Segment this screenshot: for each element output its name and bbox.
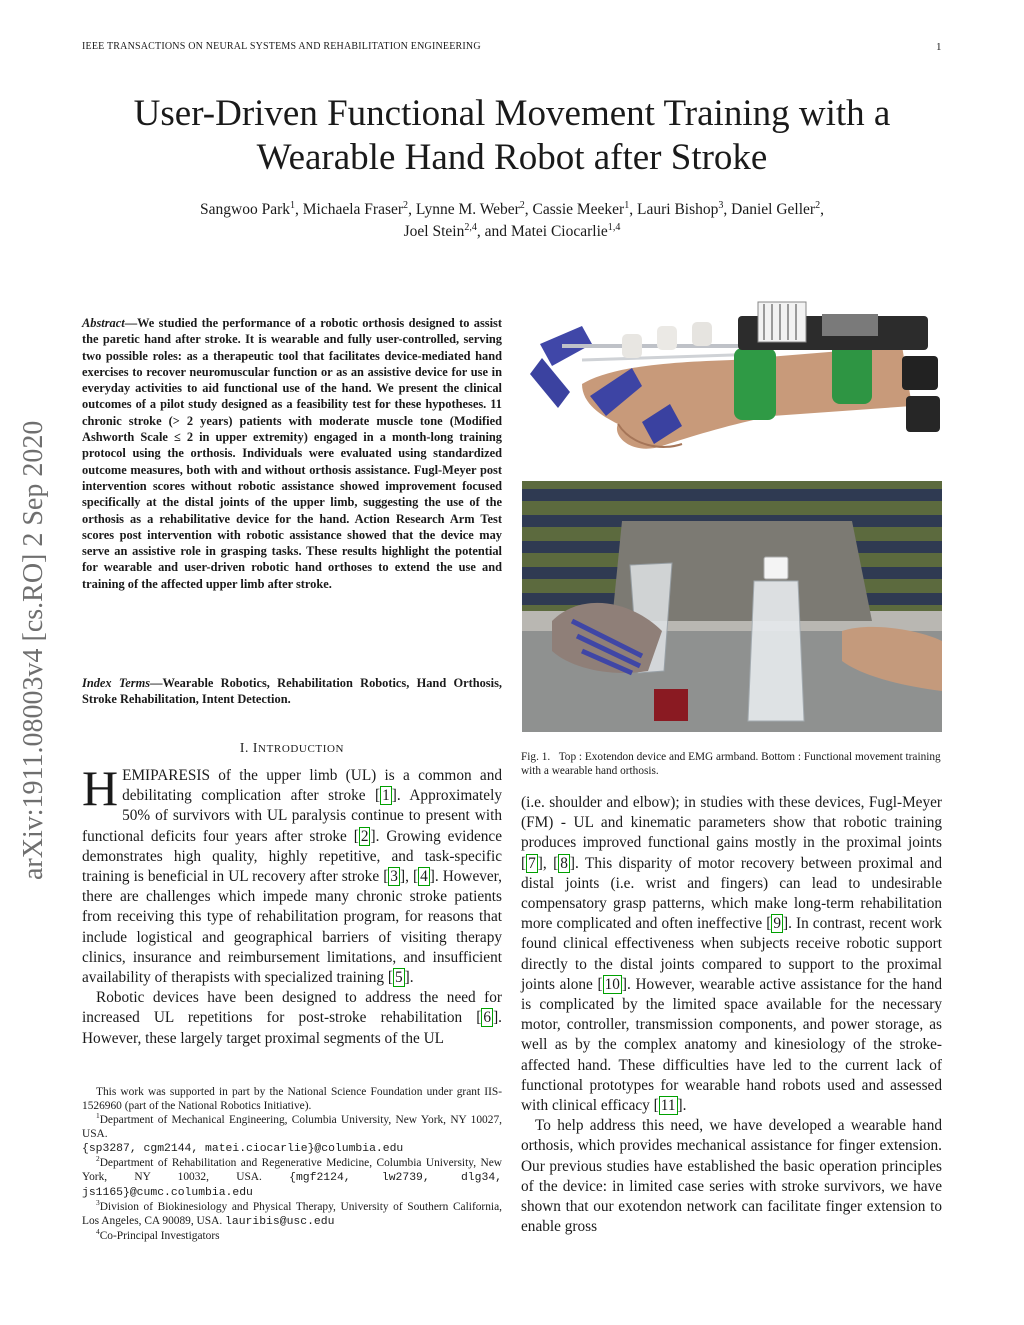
arxiv-stamp: arXiv:1911.08003v4 [cs.RO] 2 Sep 2020 xyxy=(18,420,49,880)
author-affiliation: 2,4 xyxy=(464,221,477,233)
citation-link[interactable]: 9 xyxy=(773,915,781,933)
author-affiliation: 2 xyxy=(815,199,821,211)
citation-link[interactable]: 3 xyxy=(390,868,398,886)
footnote-mark: 2 xyxy=(96,1154,100,1164)
paper-title xyxy=(60,92,964,180)
affiliation-1: Department of Mechanical Engineering, Columbia University, New York, NY 10027, USA. xyxy=(82,1114,502,1140)
page-number: 1 xyxy=(936,41,942,53)
intro-paragraph-4: To help address this need, we have developed a wearable hand orthosis, which provides mechanical assistance for finger extension. Our previous studies have established the basic operation principles of the device: in limited case series with stroke survivors, we have shown that our exotendon network can facilitate finger extension to enable gross xyxy=(521,1117,942,1236)
affiliation-4: Co-Principal Investigators xyxy=(99,1230,220,1242)
figure-bottom-image xyxy=(522,481,942,732)
author-name: Lauri Bishop xyxy=(637,201,719,218)
author-affiliation: 1,4 xyxy=(607,221,621,233)
author-affiliation: 1 xyxy=(289,199,296,211)
affiliation-2: Department of Rehabilitation and Regenerative Medicine, Columbia University, New York, NY 10032, USA. xyxy=(82,1157,502,1183)
citation-link[interactable]: 10 xyxy=(604,975,620,993)
footnotes xyxy=(82,1085,502,1243)
figure-label: Fig. 1. xyxy=(521,751,551,763)
author-name: Sangwoo Park xyxy=(200,201,290,218)
index-terms-text: —Wearable Robotics, Rehabilitation Robotics, Hand Orthosis, Stroke Rehabilitation, Intent Detection. xyxy=(82,676,502,707)
intro-paragraph-3: (i.e. shoulder and elbow); in studies with these devices, Fugl-Meyer (FM) - UL and kinematic parameters show that robotic training produces improved functional gains mostly in the proximal joints [ 7 ], [ 8 ]. This disparity of motor recovery between proximal and distal joints (i.e. wrist and fingers) can lead to undesirable compensatory grasp patterns, which make long-term rehabilitation more complicated and often ineffective [ 9 ]. In contrast, recent work found clinical effectiveness when subjects receive robotic support directly to the distal joints compared to support to the proximal joints alone [ 10 ]. However, wearable active assistance for the hand is complicated by the limited space available for the necessary motor, controller, transmission components, and power storage, as well as by the complex anatomy and kinesiology of the stroke-affected hand. These difficulties have led to the current lack of functional prototypes for wearable hand robots used and assessed with clinical efficacy [ 11 ]. xyxy=(521,794,942,1115)
functional-training-illustration xyxy=(522,481,942,732)
intro-left-column xyxy=(82,760,502,1049)
affiliation-2-email[interactable]: {mgf2124, lw2739, dlg34, js1165}@cumc.columbia.edu xyxy=(82,1172,502,1199)
author-affiliation: 2 xyxy=(519,199,525,211)
section-heading: I. INTRODUCTION xyxy=(239,740,345,755)
intro-paragraph-1: EMIPARESIS of the upper limb (UL) is a common and debilitating complication after stroke [ 1 ]. Approximately 50% of survivors with UL paralysis continue to present with functional deficits four years after stroke [ 2 ]. Growing evidence demonstrates high quality, highly repetitive, and task-specific training is beneficial in UL recovery after stroke [ 3 ], [ 4 ]. However, there are challenges which impede many chronic stroke patients from receiving this type of rehabilitation program, for reasons that include logistical and geographical barriers of visiting therapy clinics, insurance and reimbursement limitations, and insufficient availability of therapists with specialized training [ 5 ]. xyxy=(82,767,502,987)
footnote-mark: 1 xyxy=(96,1111,100,1121)
author-name: Daniel Geller xyxy=(731,201,816,218)
author-list: Sangwoo Park$^1$, Michaela Fraser$^2$, Lynne M. Weber$^2$, Cassie Meeker$^1$, Lauri Bishop$^3$, Daniel Geller$^2$, Joel Stein$^{2,4}$, and Matei Ciocarlie$^{1,4}$ xyxy=(200,199,824,240)
citation-link[interactable]: 8 xyxy=(560,854,568,872)
exotendon-device-illustration xyxy=(522,296,942,474)
drop-cap: H xyxy=(82,760,119,816)
intro-paragraph-2: Robotic devices have been designed to address the need for increased UL repetitions for post-stroke rehabilitation [ 6 ]. However, these largely target proximal segments of the UL xyxy=(82,989,502,1047)
citation-link[interactable]: 6 xyxy=(483,1009,492,1027)
affiliation-3: Division of Biokinesiology and Physical Therapy, University of Southern California, Los Angeles, CA 90089, USA. xyxy=(82,1201,502,1227)
citation-link[interactable]: 1 xyxy=(382,787,390,805)
intro-right-column xyxy=(521,793,942,1237)
index-terms-label: Index Terms xyxy=(82,676,151,690)
abstract-text: —We studied the performance of a robotic orthosis designed to assist the paretic hand after stroke. It is wearable and fully user-controlled, serving two possible roles: as a therapeutic tool that facilitates device-mediated hand exercises to recover neuromuscular function or as an assistive device for use in everyday activities to aid functional use of the hand. We present the clinical outcomes of a pilot study designed as a feasibility test for these hypotheses. 11 chronic stroke (> 2 years) patients with moderate muscle tone (Modified Ashworth Scale ≤ 2 in upper extremity) engaged in a month-long training protocol using the orthosis. Individuals were evaluated using standardized outcome measures, both with and without orthosis assistance. Fugl-Meyer post intervention scores without robotic assistance showed improvement focused specifically at the distal joints of the upper limb, suggesting the use of the orthosis as a rehabilitative device for the hand. Action Research Arm Test scores post intervention with robotic assistance showed that the device may serve an assistive role in grasping tasks. These results highlight the potential for wearable and user-driven robotic hand orthoses to extend the use and training of the affected upper limb after stroke. xyxy=(82,316,502,591)
author-name: Lynne M. Weber xyxy=(415,201,520,218)
abstract xyxy=(82,315,502,592)
affiliation-3-email[interactable]: lauribis@usc.edu xyxy=(225,1216,335,1228)
title-line-2: Wearable Hand Robot after Stroke xyxy=(256,137,768,178)
author-affiliation: 2 xyxy=(403,199,409,211)
author-name: Michaela Fraser xyxy=(302,201,404,218)
running-header: IEEE TRANSACTIONS ON NEURAL SYSTEMS AND REHABILITATION ENGINEERING xyxy=(82,41,481,52)
citation-link[interactable]: 4 xyxy=(420,868,428,886)
funding-note: This work was supported in part by the National Science Foundation under grant IIS-1526960 (part of the National Robotics Initiative). xyxy=(82,1086,502,1112)
footnote-mark: 4 xyxy=(96,1227,100,1237)
author-affiliation: 1 xyxy=(624,199,630,211)
author-name: Cassie Meeker xyxy=(532,201,625,218)
footnote-mark: 3 xyxy=(96,1198,100,1208)
figure-caption-text: Top : Exotendon device and EMG armband. Bottom : Functional movement training with a wearable hand orthosis. xyxy=(521,751,941,778)
author-name: Matei Ciocarlie xyxy=(510,223,608,240)
abstract-label: Abstract xyxy=(82,316,125,330)
figure-caption xyxy=(521,750,942,778)
citation-link[interactable]: 7 xyxy=(528,854,536,872)
affiliation-1-email[interactable]: {sp3287, cgm2144, matei.ciocarlie}@columbia.edu xyxy=(82,1143,404,1155)
author-name: Joel Stein xyxy=(403,223,465,240)
author-affiliation: 3 xyxy=(718,199,724,211)
title-line-1: User-Driven Functional Movement Training with a xyxy=(133,93,891,134)
citation-link[interactable]: 2 xyxy=(360,827,369,845)
citation-link[interactable]: 5 xyxy=(394,969,403,987)
index-terms xyxy=(82,675,502,708)
citation-link[interactable]: 11 xyxy=(660,1097,676,1115)
figure-top-image xyxy=(522,296,942,474)
